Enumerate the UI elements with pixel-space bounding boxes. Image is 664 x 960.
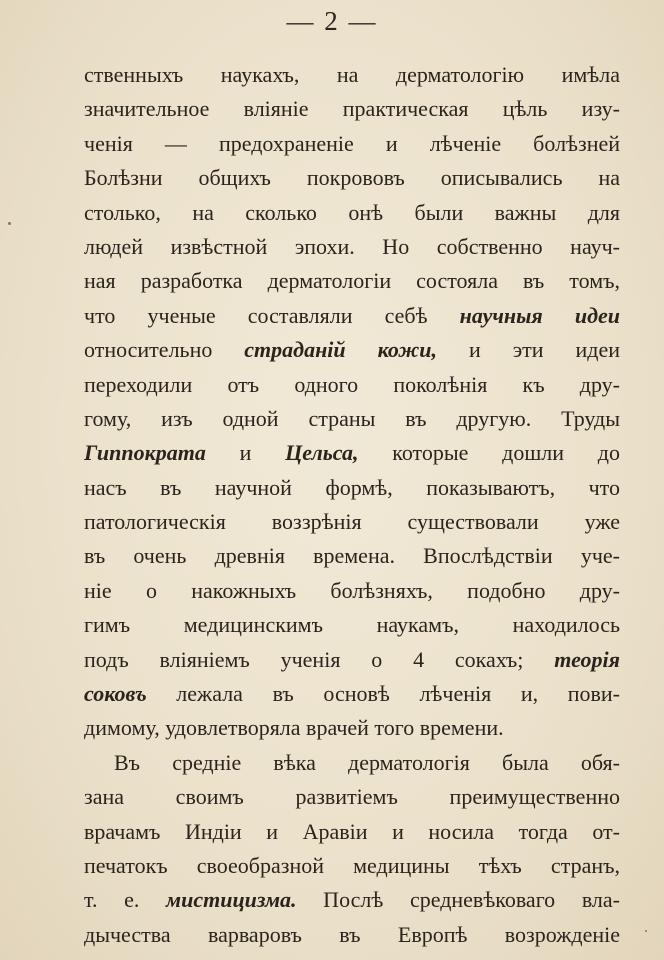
emphasized-text: Гиппократа — [84, 440, 206, 466]
text-line — [84, 608, 620, 642]
text-run: Въ средніе вѣка дерматологія была обя- — [114, 749, 620, 775]
text-line — [84, 299, 620, 333]
text-line — [84, 58, 620, 92]
text-run: т. е. — [84, 887, 167, 913]
emphasized-text: научныя идеи — [459, 302, 620, 328]
text-line — [84, 643, 620, 677]
paper-speck — [645, 930, 647, 932]
text-line — [84, 539, 620, 573]
text-run: и эти идеи — [437, 337, 620, 363]
text-line — [84, 574, 620, 608]
text-line — [84, 918, 620, 952]
emphasized-text: соковъ — [84, 681, 147, 707]
text-run: переходили отъ одного поколѣнія къ дру- — [84, 371, 620, 397]
text-line — [84, 849, 620, 883]
text-run: значительное вліяніе практическая цѣль изу- — [84, 96, 620, 122]
text-line — [84, 264, 620, 298]
text-run: лежала въ основѣ лѣченія и, пови- — [146, 681, 620, 707]
text-run: относительно — [84, 337, 245, 363]
text-line — [84, 883, 620, 917]
text-run: врачамъ Индіи и Аравіи и носила тогда от- — [84, 818, 620, 844]
text-line — [84, 402, 620, 436]
text-line — [84, 92, 620, 126]
text-line — [84, 815, 620, 849]
text-run: ніе о накожныхъ болѣзняхъ, подобно дру- — [84, 577, 620, 603]
text-run: гимъ медицинскимъ наукамъ, находилось — [84, 612, 620, 638]
text-run: и — [205, 440, 286, 466]
text-run: зана своимъ развитіемъ преимущественно — [84, 784, 620, 810]
text-line — [84, 368, 620, 402]
text-run: ная разработка дерматологіи состояла въ томъ, — [84, 268, 620, 294]
text-line — [84, 677, 620, 711]
text-line — [84, 161, 620, 195]
text-run: людей извѣстной эпохи. Но собственно науч- — [84, 233, 620, 259]
text-run: въ очень древнія времена. Впослѣдствіи уче- — [84, 543, 620, 569]
text-line — [84, 333, 620, 367]
emphasized-text: теорія — [554, 646, 620, 672]
text-line — [84, 230, 620, 264]
text-line — [84, 127, 620, 161]
paper-speck — [8, 222, 11, 225]
text-line — [84, 471, 620, 505]
text-run: дычества варваровъ въ Европѣ возрожденіе — [84, 921, 620, 947]
text-run: которые дошли до — [358, 440, 620, 466]
page-number: — 2 — — [286, 6, 378, 36]
text-run: столько, на сколько онѣ были важны для — [84, 199, 620, 225]
text-line — [84, 196, 620, 230]
text-run: Послѣ средневѣковаго вла- — [296, 887, 620, 913]
text-run: ченія — предохраненіе и лѣченіе болѣзней — [84, 130, 620, 156]
text-run: гому, изъ одной страны въ другую. Труды — [84, 405, 620, 431]
body-text — [84, 58, 620, 952]
text-run: насъ въ научной формѣ, показываютъ, что — [84, 474, 620, 500]
text-line — [84, 780, 620, 814]
text-run: димому, удовлетворяла врачей того времени. — [84, 715, 504, 741]
text-run: подъ вліяніемъ ученія о 4 сокахъ; — [84, 646, 555, 672]
text-run: патологическія воззрѣнія существовали уже — [84, 509, 620, 535]
text-run: ственныхъ наукахъ, на дерматологію имѣла — [84, 62, 620, 87]
text-line — [84, 505, 620, 539]
text-line — [84, 746, 620, 780]
emphasized-text: страданій кожи, — [244, 337, 438, 363]
text-line — [84, 711, 620, 745]
emphasized-text: мистицизма. — [166, 887, 297, 913]
text-line — [84, 436, 620, 470]
text-run: что ученые составляли себѣ — [84, 302, 460, 328]
text-run: Болѣзни общихъ покрововъ описывались на — [84, 165, 620, 191]
emphasized-text: Цельса, — [285, 440, 359, 466]
text-run: печатокъ своеобразной медицины тѣхъ странъ, — [84, 852, 620, 878]
